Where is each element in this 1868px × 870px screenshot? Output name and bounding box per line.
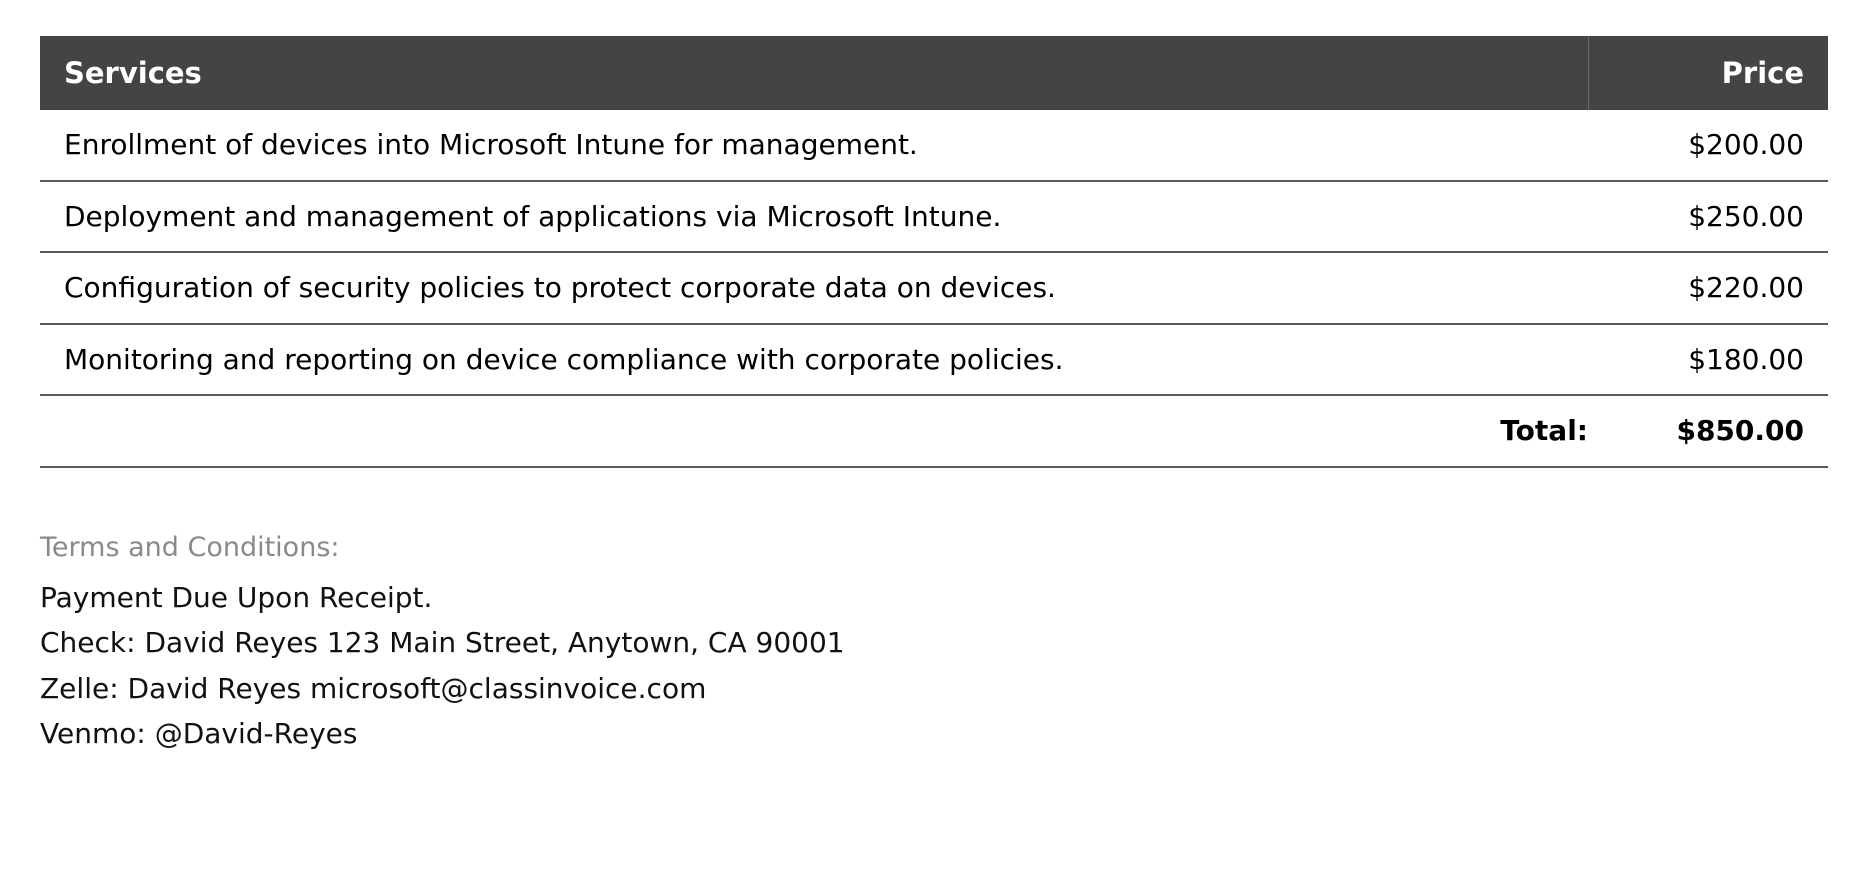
total-label: Total:: [40, 395, 1588, 467]
terms-line-zelle: Zelle: David Reyes microsoft@classinvoice.com: [40, 671, 707, 705]
service-price: $250.00: [1588, 181, 1828, 253]
terms-and-conditions: [40, 532, 1828, 756]
table-row: [40, 110, 1828, 181]
column-header-services: Services: [40, 36, 1588, 110]
terms-title: Terms and Conditions:: [40, 531, 340, 563]
column-header-price: Price: [1588, 36, 1828, 110]
terms-line-check: Check: David Reyes 123 Main Street, Anytown, CA 90001: [40, 626, 845, 660]
services-price-table: [40, 36, 1828, 468]
service-price: $180.00: [1588, 324, 1828, 396]
service-description: Enrollment of devices into Microsoft Intune for management.: [40, 110, 1588, 181]
table-body: [40, 110, 1828, 467]
table-row: [40, 252, 1828, 324]
service-description: Configuration of security policies to protect corporate data on devices.: [40, 252, 1588, 324]
service-price: $220.00: [1588, 252, 1828, 324]
service-description: Deployment and management of applications via Microsoft Intune.: [40, 181, 1588, 253]
service-price: $200.00: [1588, 110, 1828, 181]
table-row: [40, 181, 1828, 253]
table-header: [40, 36, 1828, 110]
total-row: [40, 395, 1828, 467]
terms-line-venmo: Venmo: @David-Reyes: [40, 717, 358, 751]
table-header-row: [40, 36, 1828, 110]
service-description: Monitoring and reporting on device compliance with corporate policies.: [40, 324, 1588, 396]
terms-line-payment: Payment Due Upon Receipt.: [40, 580, 433, 614]
total-value: $850.00: [1588, 395, 1828, 467]
table-row: [40, 324, 1828, 396]
